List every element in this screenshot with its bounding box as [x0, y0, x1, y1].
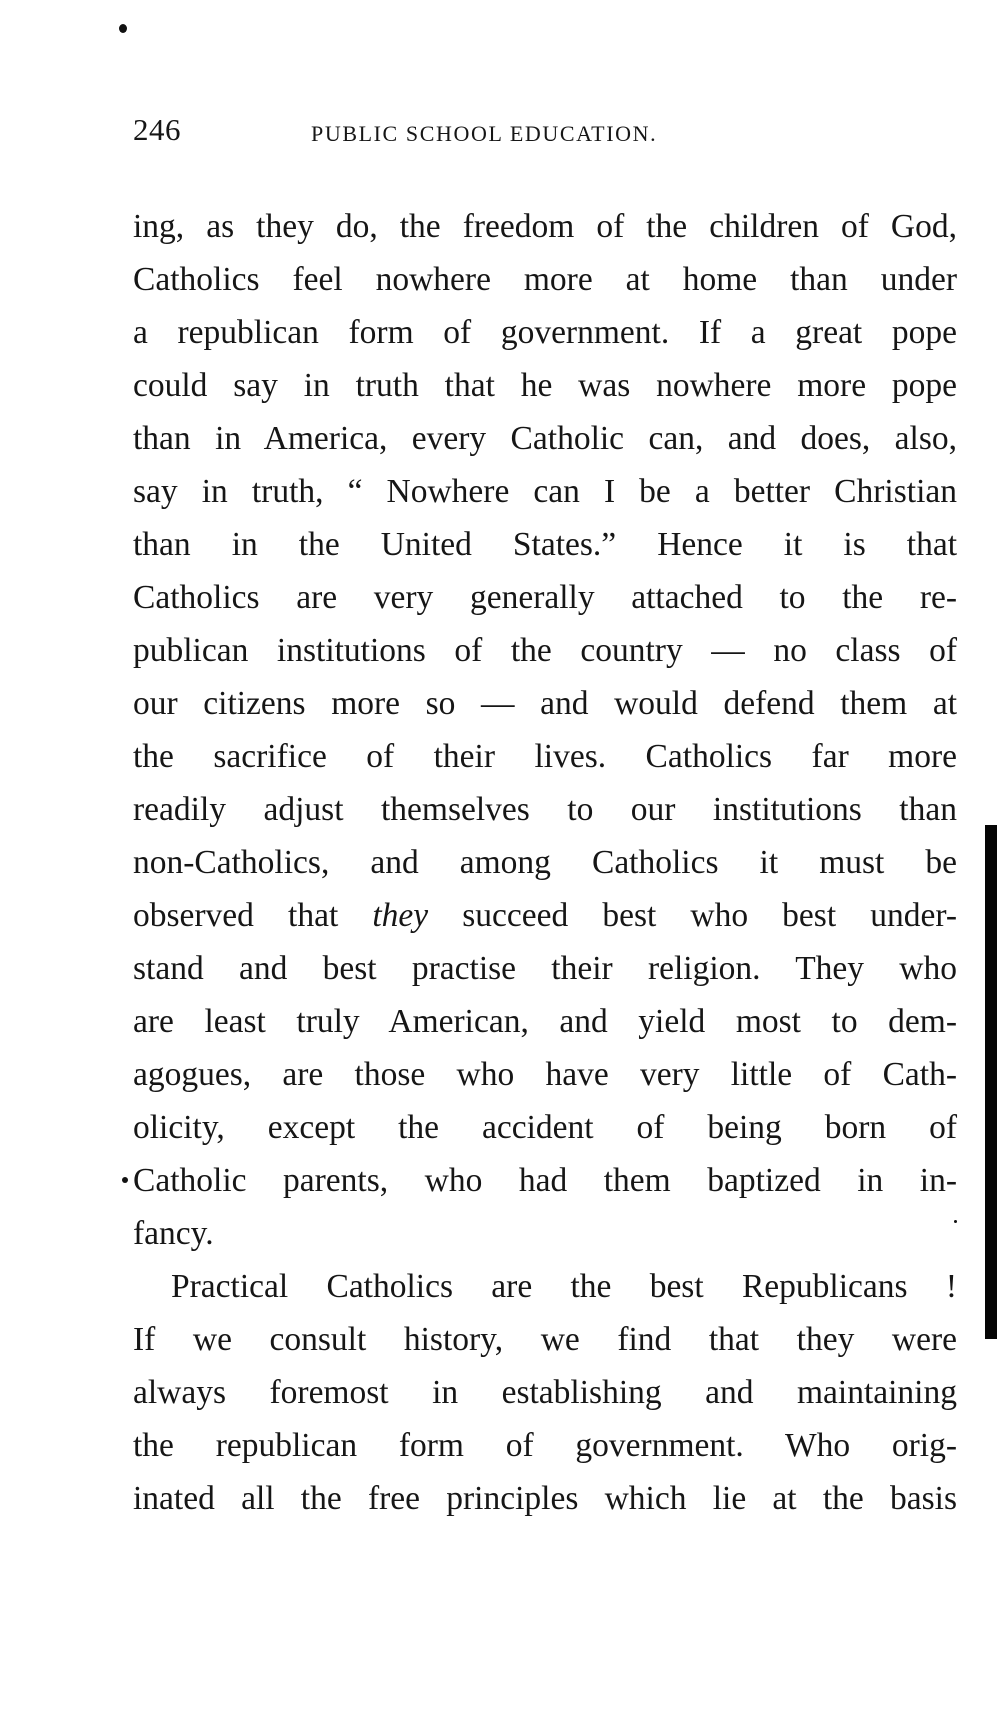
text-line: are least truly American, and yield most to dem-	[133, 1003, 957, 1040]
text-line: than in the United States.” Hence it is that	[133, 526, 957, 563]
text-line: a republican form of government. If a great pope	[133, 314, 957, 351]
page-number: 246	[133, 112, 181, 147]
text-line: could say in truth that he was nowhere more pope	[133, 367, 957, 404]
text-line: the sacrifice of their lives. Catholics far more	[133, 738, 957, 775]
body-text	[133, 200, 957, 1525]
text-line: our citizens more so — and would defend them at	[133, 685, 957, 722]
text-line: ing, as they do, the freedom of the children of God,	[133, 208, 957, 245]
text-line: Catholics are very generally attached to the re-	[133, 579, 957, 616]
text-segment: observed that	[133, 897, 339, 934]
text-line: readily adjust themselves to our institutions than	[133, 791, 957, 828]
paragraph-start-line: Practical Catholics are the best Republicans !	[171, 1268, 957, 1305]
text-line: say in truth, “ Nowhere can I be a better Christian	[133, 473, 957, 510]
text-line: If we consult history, we find that they were	[133, 1321, 957, 1358]
text-line: non-Catholics, and among Catholics it must be	[133, 844, 957, 881]
text-segment: succeed best who best under-	[462, 897, 957, 934]
text-line: olicity, except the accident of being born of	[133, 1109, 957, 1146]
text-line: inated all the free principles which lie at the basis	[133, 1480, 957, 1517]
ink-speck	[122, 1177, 128, 1183]
text-line: Catholic parents, who had them baptized in in-	[133, 1162, 957, 1199]
scan-edge-shadow	[985, 825, 997, 1339]
text-line: Catholics feel nowhere more at home than under	[133, 261, 957, 298]
text-line: stand and best practise their religion. They who	[133, 950, 957, 987]
text-line: than in America, every Catholic can, and does, also,	[133, 420, 957, 457]
running-head: PUBLIC SCHOOL EDUCATION.	[311, 121, 658, 146]
text-line	[133, 889, 957, 942]
italic-emphasis: they	[372, 897, 429, 934]
page-header	[133, 112, 893, 152]
paragraph-end-line: fancy.	[133, 1215, 214, 1252]
text-line: publican institutions of the country — no class of	[133, 632, 957, 669]
text-line: the republican form of government. Who orig-	[133, 1427, 957, 1464]
text-line: always foremost in establishing and maintaining	[133, 1374, 957, 1411]
ink-speck	[119, 24, 127, 33]
text-line: agogues, are those who have very little of Cath-	[133, 1056, 957, 1093]
